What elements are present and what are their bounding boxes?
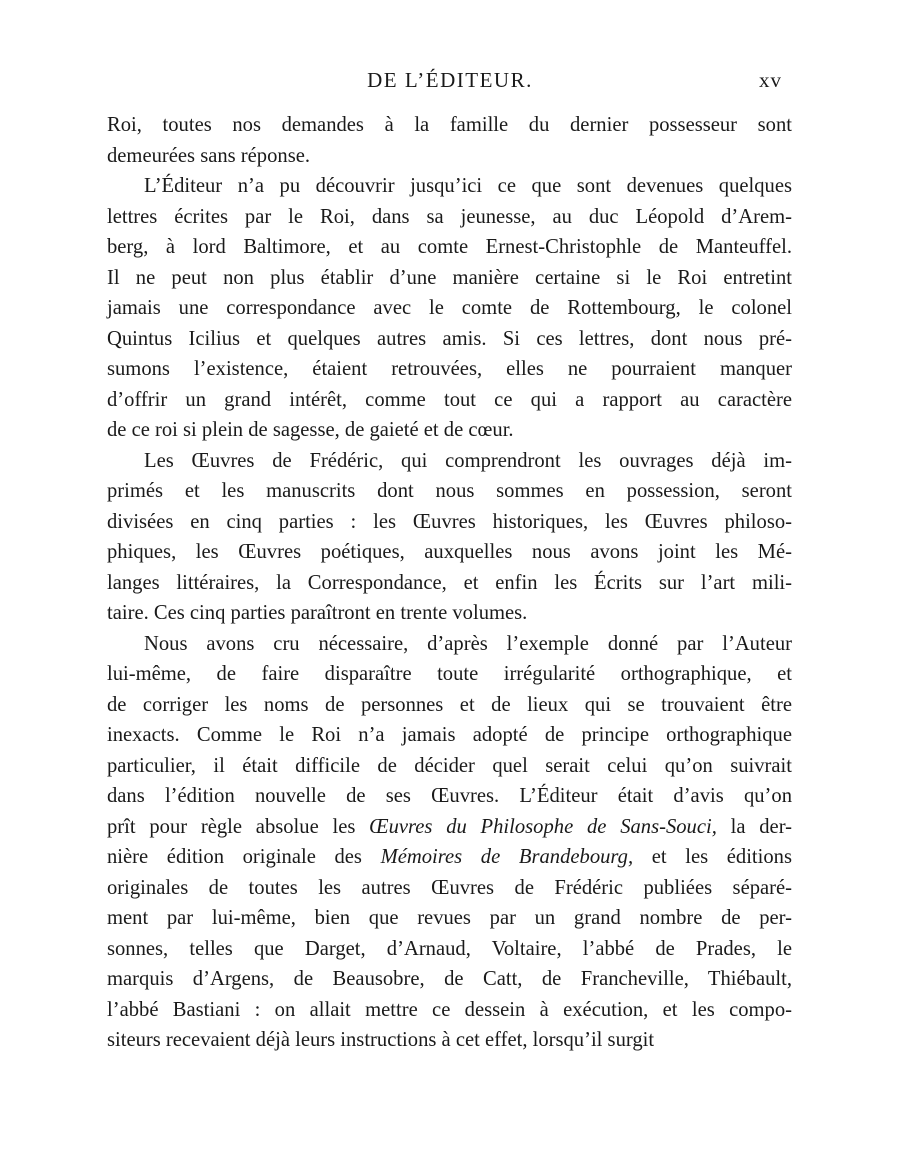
text-line [107, 110, 792, 141]
text-segment: inexacts. Comme le Roi n’a jamais adopté de principe orthographique [107, 724, 792, 746]
paragraph [107, 110, 792, 171]
text-segment: langes littéraires, la Correspondance, et enfin les Écrits sur l’art mili- [107, 571, 792, 594]
text-segment: prît pour règle absolue les [107, 815, 370, 838]
text-segment: dans l’édition nouvelle de ses Œuvres. L’Éditeur était d’avis qu’on [107, 785, 792, 807]
text-line [107, 385, 792, 416]
text-segment: sumons l’existence, étaient retrouvées, elles ne pourraient manquer [107, 358, 792, 380]
text-line [107, 446, 792, 477]
text-line [107, 964, 792, 995]
paragraph [107, 629, 792, 1056]
text-line [107, 232, 792, 263]
text-line [107, 659, 792, 690]
text-segment: jamais une correspondance avec le comte de Rottembourg, le colonel [107, 297, 792, 319]
text-line [107, 690, 792, 721]
text-segment: phiques, les Œuvres poétiques, auxquelles nous avons joint les Mé- [107, 541, 792, 563]
text-segment: berg, à lord Baltimore, et au comte Ernest-Christophle de Manteuffel. [107, 236, 792, 258]
page-header [0, 68, 900, 102]
text-segment: particulier, il était difficile de décider quel serait celui qu’on suivrait [107, 754, 792, 777]
text-line [107, 995, 792, 1026]
text-line [107, 629, 792, 660]
paragraph [107, 171, 792, 446]
text-segment: Roi, toutes nos demandes à la famille du dernier possesseur sont [107, 114, 792, 136]
text-line [107, 812, 792, 843]
text-line [107, 568, 792, 599]
text-segment: taire. Ces cinq parties paraîtront en trente volumes. [107, 602, 528, 624]
text-line [107, 293, 792, 324]
text-line [107, 476, 792, 507]
text-line [107, 141, 792, 172]
text-line [107, 934, 792, 965]
text-line [107, 751, 792, 782]
text-segment: l’abbé Bastiani : on allait mettre ce dessein à exécution, et les compo- [107, 998, 792, 1021]
text-line [107, 720, 792, 751]
text-segment: lettres écrites par le Roi, dans sa jeunesse, au duc Léopold d’Arem- [107, 205, 792, 228]
text-segment: marquis d’Argens, de Beausobre, de Catt, de Francheville, Thiébault, [107, 968, 792, 990]
text-line [107, 842, 792, 873]
running-title: DE L’ÉDITEUR. [367, 68, 533, 92]
text-line [107, 263, 792, 294]
text-line [107, 903, 792, 934]
text-line [107, 354, 792, 385]
text-segment: la der- [716, 815, 793, 838]
text-segment: Les Œuvres de Frédéric, qui comprendront les ouvrages déjà im- [144, 449, 792, 472]
text-segment: nière édition originale des [107, 846, 381, 868]
text-line [107, 537, 792, 568]
text-line [107, 598, 792, 629]
text-line [107, 202, 792, 233]
page-number: xv [759, 68, 782, 92]
text-line [107, 873, 792, 904]
text-segment: de corriger les noms de personnes et de lieux qui se trouvaient être [107, 693, 792, 716]
text-segment: demeurées sans réponse. [107, 144, 311, 167]
text-segment: Nous avons cru nécessaire, d’après l’exemple donné par l’Auteur [144, 632, 792, 655]
text-segment: sonnes, telles que Darget, d’Arnaud, Voltaire, l’abbé de Prades, le [107, 937, 792, 960]
text-segment: Quintus Icilius et quelques autres amis. Si ces lettres, dont nous pré- [107, 327, 792, 350]
text-line [107, 1025, 792, 1056]
text-segment: Il ne peut non plus établir d’une manière certaine si le Roi entretint [107, 266, 792, 289]
text-segment: ment par lui-même, bien que revues par un grand nombre de per- [107, 907, 792, 929]
paragraph [107, 446, 792, 629]
text-line [107, 781, 792, 812]
text-segment: L’Éditeur n’a pu découvrir jusqu’ici ce que sont devenues quelques [144, 175, 792, 197]
text-segment: de ce roi si plein de sagesse, de gaieté et de cœur. [107, 419, 514, 441]
italic-title: Œuvres du Philosophe de Sans-Souci, [369, 815, 717, 838]
text-line [107, 324, 792, 355]
text-segment: originales de toutes les autres Œuvres de Frédéric publiées séparé- [107, 876, 792, 899]
body-text [107, 110, 792, 1056]
text-segment: primés et les manuscrits dont nous sommes en possession, seront [107, 480, 792, 502]
italic-title: Mémoires de Brandebourg, [380, 846, 634, 868]
text-segment: siteurs recevaient déjà leurs instructions à cet effet, lorsqu’il surgit [107, 1029, 655, 1051]
text-line [107, 171, 792, 202]
text-segment: et les éditions [633, 846, 792, 868]
text-segment: lui-même, de faire disparaître toute irrégularité orthographique, et [107, 663, 792, 685]
text-segment: divisées en cinq parties : les Œuvres historiques, les Œuvres philoso- [107, 510, 792, 533]
text-line [107, 507, 792, 538]
text-segment: d’offrir un grand intérêt, comme tout ce qui a rapport au caractère [107, 388, 792, 411]
text-line [107, 415, 792, 446]
